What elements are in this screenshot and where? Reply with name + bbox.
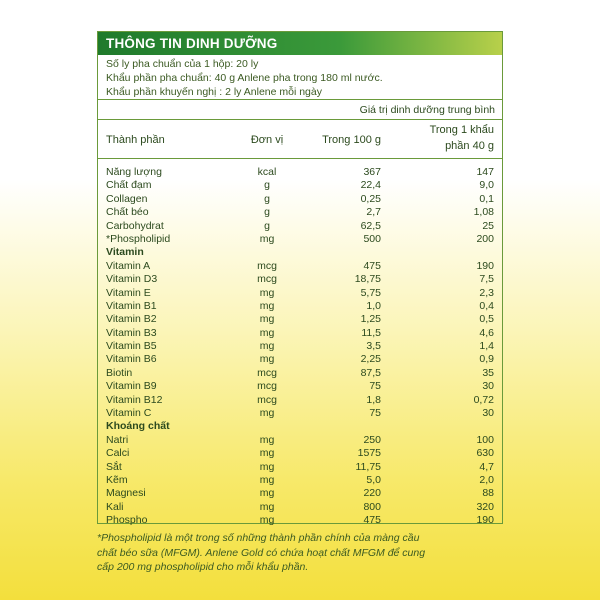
group-header: Giá trị dinh dưỡng trung bình (98, 100, 502, 120)
nutrient-unit: mg (259, 353, 275, 366)
nutrition-rows (98, 159, 502, 528)
table-row (98, 327, 502, 340)
nutrient-unit: mg (259, 313, 275, 326)
value-per-serving: 1,08 (473, 206, 494, 219)
value-per-100g: 62,5 (360, 219, 381, 232)
footnote-line-3: cấp 200 mg phospholipid cho mỗi khẩu phần. (97, 561, 309, 573)
value-per-100g: 2,7 (366, 206, 381, 219)
panel-title: THÔNG TIN DINH DƯỠNG (98, 32, 502, 55)
nutrient-name: *Phospholipid (106, 232, 171, 245)
table-row (98, 193, 502, 206)
value-per-100g: 1,25 (360, 313, 381, 326)
nutrient-unit: mg (259, 487, 275, 500)
value-per-100g: 367 (363, 166, 381, 178)
nutrient-name: Kali (106, 500, 124, 513)
nutrient-unit: mg (259, 340, 275, 353)
table-row (98, 300, 502, 313)
nutrient-name: Chất đạm (106, 179, 152, 192)
value-per-100g: 22,4 (360, 179, 381, 192)
value-per-100g: 3,5 (366, 340, 381, 353)
value-per-100g: 0,25 (360, 192, 381, 205)
nutrient-name: Kẽm (106, 473, 128, 486)
nutrient-unit: g (264, 219, 270, 232)
nutrient-name: Vitamin B5 (106, 340, 157, 353)
nutrient-unit: mg (259, 500, 275, 513)
value-per-serving: 200 (476, 232, 494, 245)
nutrient-name: Sắt (106, 460, 122, 473)
nutrient-name: Năng lượng (106, 166, 162, 178)
nutrient-name: Vitamin B2 (106, 313, 157, 326)
section-heading: Vitamin (106, 246, 144, 259)
table-row (98, 260, 502, 273)
nutrient-name: Biotin (106, 366, 133, 379)
value-per-100g: 5,75 (360, 286, 381, 299)
value-per-serving: 35 (482, 366, 494, 379)
value-per-100g: 800 (363, 500, 381, 513)
nutrient-unit: mcg (257, 393, 277, 406)
nutrient-name: Vitamin B6 (106, 353, 157, 366)
value-per-100g: 11,5 (361, 326, 381, 339)
nutrient-unit: mcg (257, 259, 277, 272)
table-row (98, 514, 502, 527)
nutrient-unit: g (264, 192, 270, 205)
nutrient-name: Vitamin A (106, 259, 151, 272)
value-per-serving: 0,9 (479, 353, 494, 366)
table-row (98, 206, 502, 219)
nutrient-unit: mg (259, 460, 275, 473)
nutrient-unit: mcg (257, 273, 277, 286)
value-per-serving: 0,5 (479, 313, 494, 326)
value-per-100g: 500 (363, 232, 381, 245)
nutrient-name: Phospho (106, 514, 148, 527)
value-per-100g: 18,75 (354, 273, 381, 286)
footnote-line-2: chất béo sữa (MFGM). Anlene Gold có chứa hoạt chất MFGM để cung (97, 546, 426, 559)
nutrient-unit: mg (259, 473, 275, 486)
value-per-100g: 250 (363, 433, 381, 446)
footnote-line-1: *Phospholipid là một trong số những thành phần chính của màng cầu (97, 532, 420, 544)
table-row (98, 179, 502, 192)
table-row (98, 340, 502, 353)
nutrient-name: Calci (106, 447, 130, 460)
value-per-serving: 4,6 (479, 326, 494, 339)
table-row (98, 313, 502, 326)
nutrient-name: Vitamin D3 (106, 273, 158, 286)
intro-line-standard-serving: Khẩu phần pha chuẩn: 40 g Anlene pha trong 180 ml nước. (106, 72, 383, 84)
value-per-serving: 190 (476, 514, 494, 527)
nutrient-name: Carbohydrat (106, 219, 164, 232)
value-per-100g: 75 (369, 407, 381, 420)
nutrient-name: Vitamin E (106, 286, 151, 299)
nutrient-name: Chất béo (106, 206, 149, 219)
value-per-serving: 0,1 (479, 192, 494, 205)
value-per-serving: 88 (482, 487, 494, 500)
table-row (98, 273, 502, 286)
nutrient-name: Natri (106, 433, 129, 446)
nutrient-name: Vitamin B1 (106, 299, 157, 312)
value-per-100g: 11,75 (355, 460, 381, 473)
value-per-serving: 147 (476, 166, 494, 178)
col-header-per100: Trong 100 g (322, 134, 381, 146)
nutrient-unit: mcg (257, 366, 277, 379)
nutrient-name: Vitamin B12 (106, 393, 163, 406)
nutrient-unit: mg (259, 447, 275, 460)
value-per-serving: 1,4 (479, 340, 494, 353)
nutrient-unit: g (264, 206, 270, 219)
value-per-100g: 1,8 (366, 393, 381, 406)
col-header-unit: Đơn vị (250, 134, 284, 146)
table-row (98, 501, 502, 514)
value-per-serving: 30 (482, 407, 494, 420)
value-per-serving: 30 (482, 380, 494, 393)
value-per-serving: 190 (476, 259, 494, 272)
section-heading-row (98, 420, 502, 433)
nutrient-name: Collagen (106, 192, 148, 205)
value-per-100g: 1575 (357, 447, 381, 460)
table-row (98, 434, 502, 447)
table-row (98, 287, 502, 300)
table-row (98, 367, 502, 380)
intro-block (98, 55, 502, 100)
value-per-serving: 0,72 (473, 393, 494, 406)
table-row (98, 407, 502, 420)
nutrient-unit: g (264, 179, 270, 192)
nutrient-unit: mg (259, 514, 275, 527)
section-heading: Khoáng chất (106, 420, 170, 433)
nutrient-unit: mg (259, 407, 275, 420)
table-row (98, 353, 502, 366)
nutrient-unit: mcg (257, 380, 277, 393)
table-row (98, 380, 502, 393)
col-header-per40-line1: Trong 1 khẩu (429, 124, 494, 136)
table-row (98, 461, 502, 474)
nutrient-unit: kcal (257, 166, 277, 178)
nutrient-name: Vitamin B3 (106, 326, 157, 339)
intro-line-recommended: Khẩu phần khuyến nghị : 2 ly Anlene mỗi ngày (106, 86, 322, 98)
value-per-serving: 25 (482, 219, 494, 232)
nutrient-unit: mg (259, 232, 275, 245)
value-per-100g: 1,0 (366, 299, 381, 312)
value-per-serving: 4,7 (479, 460, 494, 473)
nutrient-name: Vitamin C (106, 407, 152, 420)
value-per-100g: 87,5 (360, 366, 381, 379)
nutrient-unit: mg (259, 299, 275, 312)
footnote (97, 531, 509, 575)
value-per-100g: 475 (363, 514, 381, 527)
value-per-serving: 7,5 (479, 273, 494, 286)
col-header-name: Thành phần (106, 134, 165, 146)
value-per-serving: 2,3 (479, 286, 494, 299)
table-row (98, 487, 502, 500)
table-row (98, 474, 502, 487)
value-per-serving: 2,0 (479, 473, 494, 486)
table-row (98, 447, 502, 460)
nutrient-unit: mg (259, 286, 275, 299)
col-header-per40-line2: phần 40 g (445, 140, 494, 152)
value-per-serving: 9,0 (479, 179, 494, 192)
nutrient-name: Vitamin B9 (106, 380, 157, 393)
value-per-100g: 2,25 (360, 353, 381, 366)
column-headers (98, 120, 502, 159)
table-row (98, 166, 502, 179)
value-per-serving: 0,4 (479, 299, 494, 312)
value-per-100g: 75 (369, 380, 381, 393)
intro-line-servings: Số ly pha chuẩn của 1 hộp: 20 ly (106, 58, 259, 70)
value-per-serving: 630 (476, 447, 494, 460)
nutrient-unit: mg (259, 326, 275, 339)
value-per-serving: 320 (476, 500, 494, 513)
value-per-100g: 475 (363, 259, 381, 272)
value-per-100g: 220 (363, 487, 381, 500)
section-heading-row (98, 246, 502, 259)
table-row (98, 233, 502, 246)
nutrient-name: Magnesi (106, 487, 146, 500)
value-per-100g: 5,0 (366, 473, 381, 486)
table-row (98, 394, 502, 407)
nutrient-unit: mg (259, 433, 275, 446)
value-per-serving: 100 (476, 433, 494, 446)
table-row (98, 220, 502, 233)
nutrition-panel (97, 31, 503, 527)
